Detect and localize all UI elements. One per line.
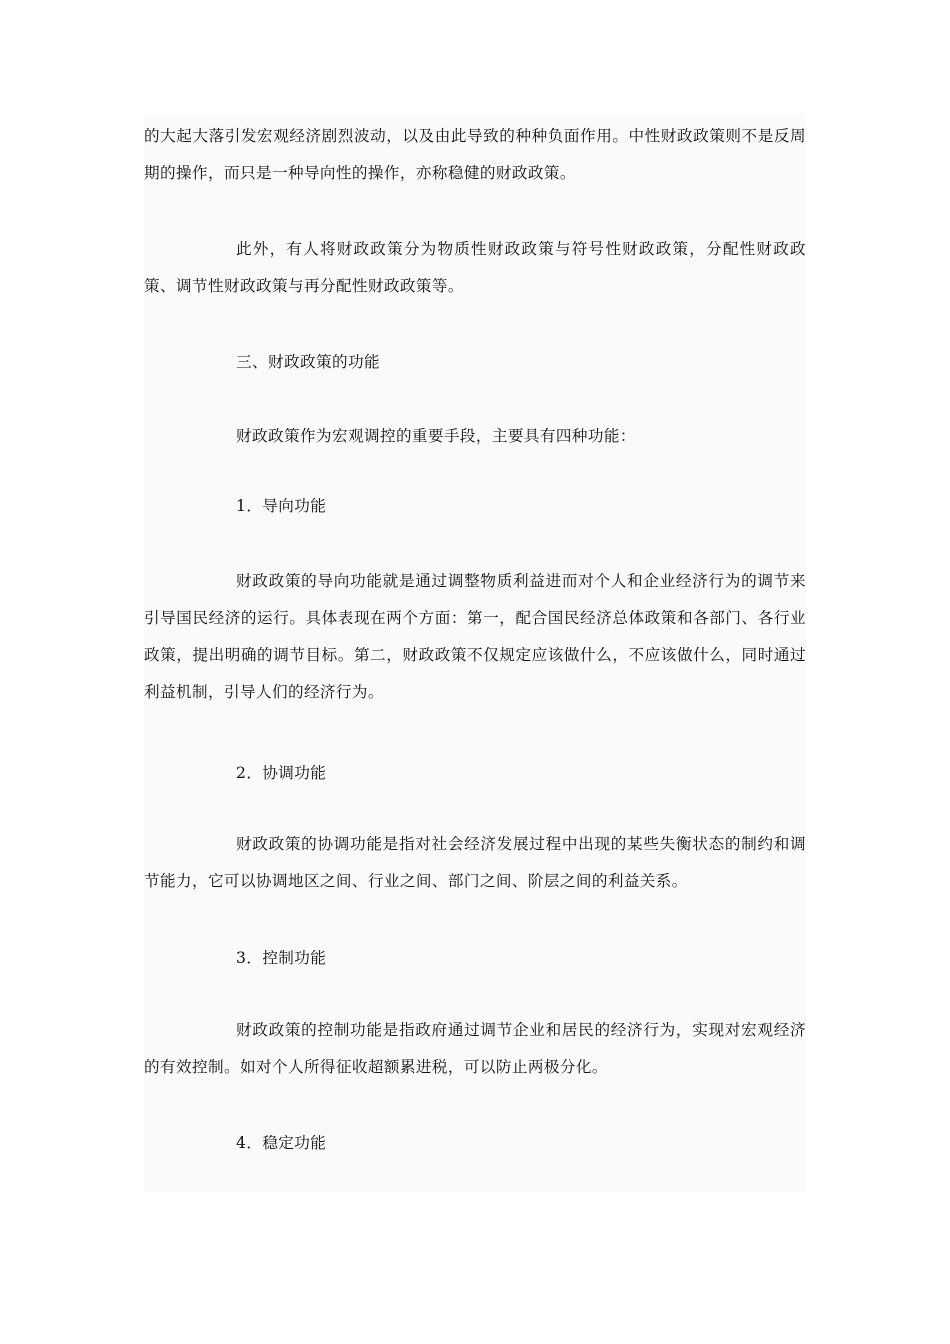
paragraph-intro-continuation: 的大起大落引发宏观经济剧烈波动，以及由此导致的种种负面作用。中性财政政策则不是反周期的操作，而只是一种导向性的操作，亦称稳健的财政政策。	[144, 127, 806, 182]
paragraph-four-functions: 财政政策作为宏观调控的重要手段，主要具有四种功能：	[236, 427, 636, 445]
paragraph-coordination-function: 财政政策的协调功能是指对社会经济发展过程中出现的某些失衡状态的制约和调节能力，它可以协调地区之间、行业之间、部门之间、阶层之间的利益关系。	[144, 835, 806, 890]
subheading-control-function: 3．控制功能	[236, 949, 327, 967]
subheading-coordination-function: 2．协调功能	[236, 764, 327, 782]
paragraph-control-function: 财政政策的控制功能是指政府通过调节企业和居民的经济行为，实现对宏观经济的有效控制。如对个人所得征收超额累进税，可以防止两极分化。	[144, 1021, 806, 1076]
subheading-stabilization-function: 4．稳定功能	[236, 1134, 327, 1152]
paragraph-other-classifications: 此外，有人将财政政策分为物质性财政政策与符号性财政政策，分配性财政政策、调节性财政政策与再分配性财政政策等。	[144, 240, 806, 295]
section-heading-functions: 三、财政政策的功能	[236, 353, 380, 371]
paragraph-guidance-function: 财政政策的导向功能就是通过调整物质利益进而对个人和企业经济行为的调节来引导国民经济的运行。具体表现在两个方面：第一，配合国民经济总体政策和各部门、各行业政策，提出明确的调节目标。第二，财政政策不仅规定应该做什么，不应该做什么，同时通过利益机制，引导人们的经济行为。	[144, 572, 806, 701]
subheading-guidance-function: 1．导向功能	[236, 497, 327, 515]
